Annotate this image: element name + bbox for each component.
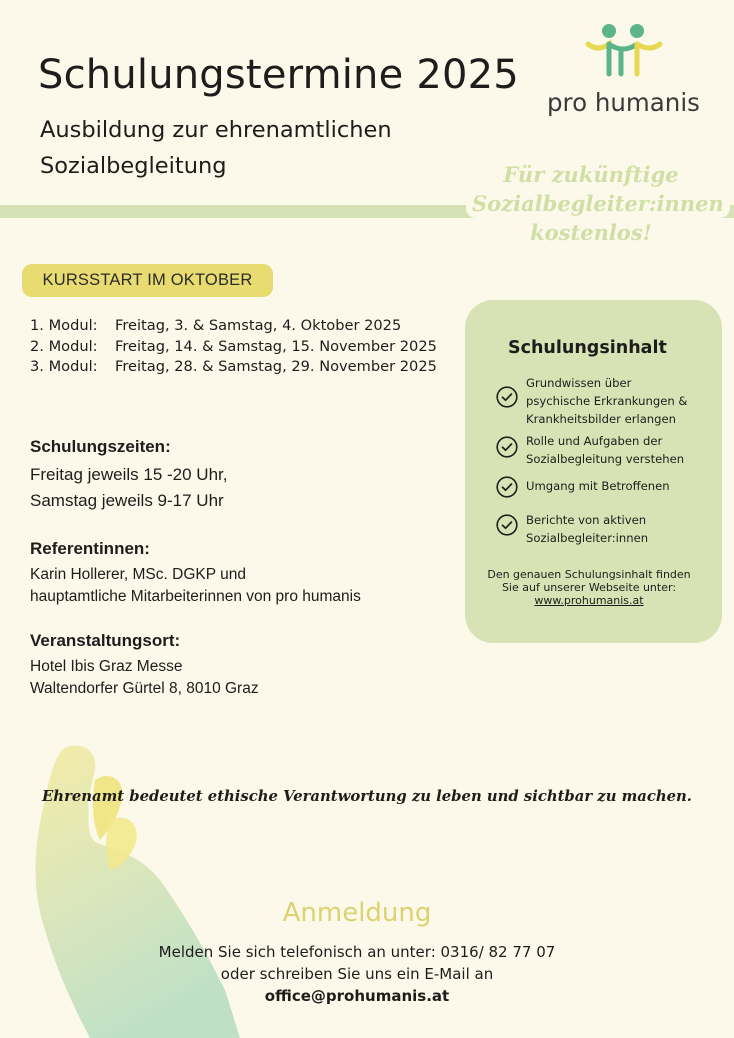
kursstart-badge: KURSSTART IM OKTOBER	[22, 264, 273, 297]
module-dates: Freitag, 14. & Samstag, 15. November 2025	[115, 337, 437, 355]
module-dates: Freitag, 28. & Samstag, 29. November 2025	[115, 358, 437, 375]
panel-note-line: Den genauen Schulungsinhalt finden	[487, 568, 691, 581]
module-dates: Freitag, 3. & Samstag, 4. Oktober 2025	[115, 317, 402, 334]
section-line: Hotel Ibis Graz Messe	[30, 658, 183, 675]
anmeldung-text	[0, 941, 714, 1007]
anmeldung-title: Anmeldung	[282, 898, 432, 928]
subtitle-line: Sozialbegleitung	[40, 153, 227, 179]
quote: Ehrenamt bedeutet ethische Verantwortung zu leben und sichtbar zu machen.	[42, 788, 692, 805]
check-circle-icon	[496, 386, 518, 408]
page-title: Schulungstermine 2025	[38, 52, 519, 98]
section-line: Samstag jeweils 9-17 Uhr	[30, 491, 224, 510]
section-title: Veranstaltungsort:	[30, 631, 181, 650]
inhalt-item	[526, 432, 684, 468]
slogan	[466, 160, 724, 247]
slogan-line: kostenlos!	[524, 218, 658, 247]
check-circle-icon	[496, 436, 518, 458]
anmeldung-line: oder schreiben Sie uns ein E-Mail an	[220, 965, 494, 983]
inhalt-item-line: Rolle und Aufgaben der	[526, 434, 663, 448]
inhalt-item-line: Sozialbegleitung verstehen	[526, 452, 685, 466]
section-line: Waltendorfer Gürtel 8, 8010 Graz	[30, 680, 259, 697]
slogan-line: Sozialbegleiter:innen	[466, 189, 730, 218]
page-subtitle	[40, 112, 392, 184]
schulungszeiten-section	[30, 437, 227, 514]
section-line: Freitag jeweils 15 -20 Uhr,	[30, 465, 228, 484]
inhalt-item-line: Grundwissen über	[526, 376, 632, 390]
section-line: hauptamtliche Mitarbeiterinnen von pro humanis	[30, 588, 361, 605]
section-line: Karin Hollerer, MSc. DGKP und	[30, 566, 246, 583]
panel-note-line: Sie auf unserer Webseite unter:	[501, 581, 677, 594]
check-circle-icon	[496, 514, 518, 536]
logo-text: pro humanis	[547, 88, 700, 117]
inhalt-item	[526, 511, 648, 547]
section-title: Schulungszeiten:	[30, 437, 171, 456]
inhalt-item-line: psychische Erkrankungen &	[526, 394, 688, 408]
inhalt-item	[526, 374, 687, 428]
inhalt-item-line: Sozialbegleiter:innen	[526, 531, 649, 545]
website-link[interactable]: www.prohumanis.at	[534, 594, 644, 607]
subtitle-line: Ausbildung zur ehrenamtlichen	[40, 117, 392, 143]
veranstaltungsort-section	[30, 631, 259, 700]
anmeldung-line: Melden Sie sich telefonisch an unter: 0316/ 82 77 07	[158, 943, 556, 961]
module-list	[30, 316, 437, 378]
module-row	[30, 337, 437, 358]
panel-note	[470, 568, 708, 607]
inhalt-item-line: Umgang mit Betroffenen	[526, 479, 670, 493]
panel-title: Schulungsinhalt	[508, 338, 667, 358]
module-label: 3. Modul:	[30, 358, 98, 375]
inhalt-item	[526, 477, 670, 495]
check-circle-icon	[496, 476, 518, 498]
slogan-line: Für zukünftige	[497, 160, 684, 189]
inhalt-item-line: Krankheitsbilder erlangen	[526, 412, 676, 426]
section-title: Referentinnen:	[30, 539, 150, 558]
module-label: 1. Modul:	[30, 317, 98, 334]
email-link[interactable]: office@prohumanis.at	[264, 987, 450, 1005]
inhalt-item-line: Berichte von aktiven	[526, 513, 647, 527]
referentinnen-section	[30, 539, 361, 608]
module-row	[30, 357, 437, 378]
module-row	[30, 316, 437, 337]
module-label: 2. Modul:	[30, 337, 98, 355]
